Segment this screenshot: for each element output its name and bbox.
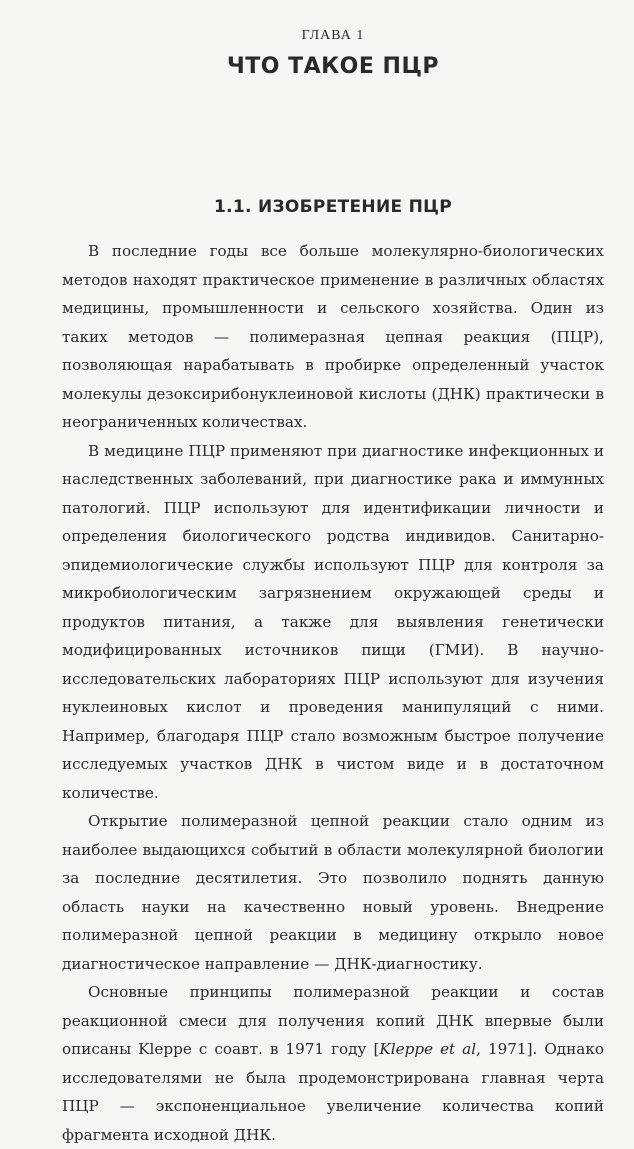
section-title: 1.1. ИЗОБРЕТЕНИЕ ПЦР (214, 197, 452, 217)
chapter-label: ГЛАВА 1 (301, 28, 365, 43)
body-text (62, 237, 604, 1149)
paragraph-4 (62, 978, 604, 1149)
chapter-title: ЧТО ТАКОЕ ПЦР (227, 54, 439, 79)
paragraph-2: В медицине ПЦР применяют при диагностике инфекционных и наследственных заболеваний, при диагностике рака и иммунных патологий. ПЦР используют для идентификации личности и определения биологического родства индивидов. Санитарно-эпидемиологические службы используют ПЦР для контроля за микробиологическим загрязнением окружающей среды и продуктов питания, а также для выявления генетически модифицированных источников пищи (ГМИ). В научно-исследовательских лабораториях ПЦР используют для изучения нуклеиновых кислот и проведения манипуляций с ними. Например, благодаря ПЦР стало возможным быстрое получение исследуемых участков ДНК в чистом виде и в достаточном количестве. (62, 441, 604, 802)
paragraph-4-text-end: , 1971]. Однако исследователями не была продемонстрирована главная черта ПЦР — экспоненциальное увеличение количества копий фрагмента исходной ДНК. (62, 1040, 604, 1144)
paragraph-1: В последние годы все больше молекулярно-биологических методов находят практическое применение в различных областях медицины, промышленности и сельского хозяйства. Один из таких методов — полимеразная цепная реакция (ПЦР), позволяющая нарабатывать в пробирке определенный участок молекулы дезоксирибонуклеиновой кислоты (ДНК) практически в неограниченных количествах. (62, 242, 604, 431)
citation-authors: Kleppe et al (379, 1040, 477, 1058)
paragraph-3: Открытие полимеразной цепной реакции стало одним из наиболее выдающихся событий в области молекулярной биологии за последние десятилетия. Это позволило поднять данную область науки на качественно новый уровень. Внедрение полимеразной цепной реакции в медицину открыло новое диагностическое направление — ДНК-диагностику. (62, 812, 604, 973)
paragraph-4-text-start: Основные принципы полимеразной реакции и состав реакционной смеси для получения копий ДНК впервые были описаны Kleppe с соавт. в 1971 году [ (62, 983, 604, 1058)
